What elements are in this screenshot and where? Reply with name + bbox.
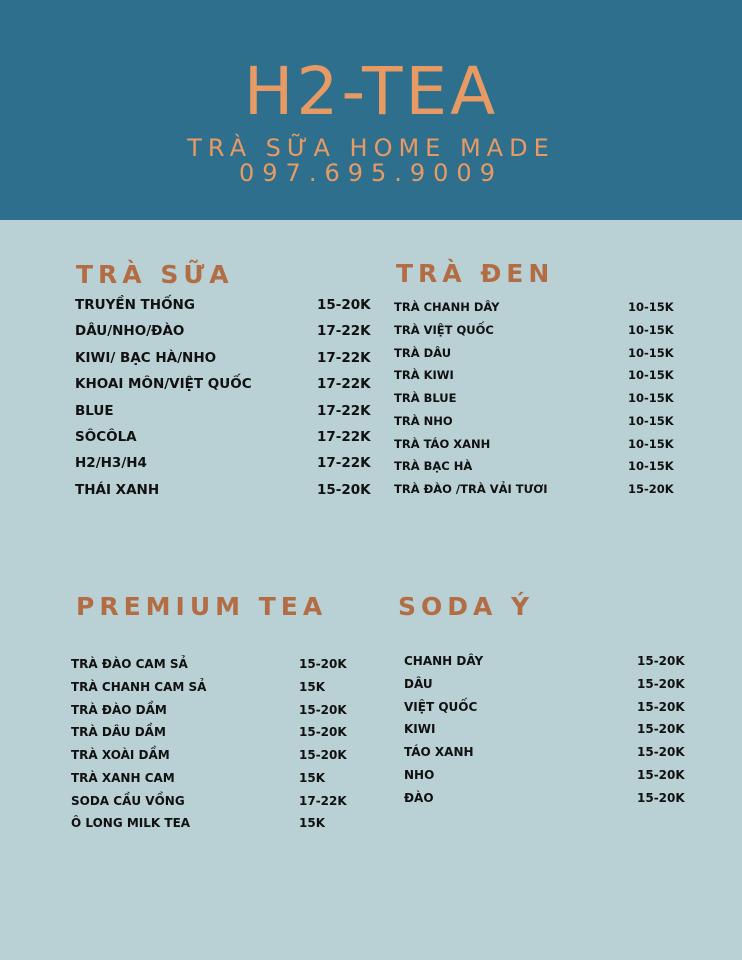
menu-item-price: 17-22K bbox=[317, 428, 371, 445]
menu-item bbox=[404, 700, 694, 723]
menu-item bbox=[394, 414, 684, 437]
menu-item-price: 15-20K bbox=[637, 676, 685, 691]
menu-item-name: SODA CẦU VỒNG bbox=[71, 793, 185, 808]
menu-item bbox=[71, 725, 361, 748]
menu-item bbox=[71, 680, 361, 703]
menu-item-price: 15K bbox=[299, 816, 325, 831]
menu-item-price: 10-15K bbox=[628, 413, 674, 428]
menu-item bbox=[394, 437, 684, 460]
menu-item-name: SÔCÔLA bbox=[75, 428, 137, 445]
menu-item bbox=[75, 376, 375, 402]
section-title-tra-sua: TRÀ SỮA bbox=[76, 260, 234, 289]
menu-item bbox=[404, 745, 694, 768]
menu-item bbox=[394, 391, 684, 414]
menu-item-price: 17-22K bbox=[317, 455, 371, 472]
menu-item-name: TRÀ ĐÀO /TRÀ VẢI TƯƠI bbox=[394, 482, 548, 496]
menu-item-price: 15-20K bbox=[637, 654, 685, 668]
menu-list-soda-y bbox=[404, 654, 694, 813]
menu-item bbox=[75, 323, 375, 349]
menu-item-name: TRÀ VIỆT QUỐC bbox=[394, 322, 494, 337]
menu-item-name: BLUE bbox=[75, 402, 114, 419]
menu-item-price: 10-15K bbox=[628, 345, 674, 360]
menu-item-name: ĐÀO bbox=[404, 790, 434, 805]
menu-item-price: 15-20K bbox=[299, 702, 347, 717]
menu-item bbox=[394, 300, 684, 323]
menu-item-price: 15-20K bbox=[299, 748, 347, 762]
menu-item-name: TRUYỀN THỐNG bbox=[75, 297, 195, 313]
phone-number: 097.695.9009 bbox=[239, 159, 503, 187]
menu-list-tra-den bbox=[394, 300, 684, 505]
menu-item-price: 15-20K bbox=[637, 767, 685, 782]
menu-item bbox=[71, 771, 361, 794]
menu-item-price: 15-20K bbox=[317, 481, 371, 498]
menu-item bbox=[404, 768, 694, 791]
menu-item-name: KIWI bbox=[404, 722, 436, 737]
menu-item bbox=[71, 816, 361, 839]
section-title-premium-tea: PREMIUM TEA bbox=[76, 592, 328, 621]
menu-item bbox=[75, 350, 375, 376]
menu-item bbox=[75, 429, 375, 455]
menu-item-name: Ô LONG MILK TEA bbox=[71, 816, 191, 831]
menu-item-price: 17-22K bbox=[317, 402, 371, 419]
menu-item-price: 10-15K bbox=[628, 436, 674, 451]
menu-item-price: 15-20K bbox=[637, 745, 685, 759]
section-title-soda-y: SODA Ý bbox=[398, 592, 535, 621]
menu-item bbox=[71, 657, 361, 680]
section-title-tra-den: TRÀ ĐEN bbox=[396, 259, 555, 288]
menu-item-price: 10-15K bbox=[628, 322, 674, 337]
header-banner bbox=[0, 0, 742, 220]
menu-item-name: VIỆT QUỐC bbox=[404, 699, 478, 714]
menu-item-name: TÁO XANH bbox=[404, 745, 474, 759]
menu-item-name: THÁI XANH bbox=[75, 481, 160, 498]
brand-logo-text: H2-TEA bbox=[243, 53, 499, 130]
menu-item-name: TRÀ XANH CAM bbox=[71, 770, 175, 785]
menu-item-price: 17-22K bbox=[317, 349, 371, 366]
menu-item-price: 15-20K bbox=[637, 722, 685, 737]
menu-item-name: TRÀ CHANH CAM SẢ bbox=[71, 679, 207, 694]
menu-item-name: KHOAI MÔN/VIỆT QUỐC bbox=[75, 376, 252, 393]
menu-item bbox=[394, 459, 684, 482]
menu-item-price: 15-20K bbox=[637, 699, 685, 714]
menu-item bbox=[404, 791, 694, 814]
menu-item bbox=[71, 703, 361, 726]
menu-item bbox=[394, 368, 684, 391]
menu-item bbox=[394, 323, 684, 346]
menu-item-price: 17-22K bbox=[317, 323, 371, 340]
menu-item-name: TRÀ CHANH DÂY bbox=[394, 300, 500, 314]
menu-item-name: NHO bbox=[404, 767, 435, 782]
menu-item bbox=[404, 722, 694, 745]
menu-item-name: DÂU/NHO/ĐÀO bbox=[75, 323, 185, 340]
menu-item-name: TRÀ BẠC HÀ bbox=[394, 459, 473, 474]
menu-item bbox=[394, 482, 684, 505]
menu-list-tra-sua bbox=[75, 297, 375, 508]
menu-item-price: 10-15K bbox=[628, 368, 674, 383]
menu-item-name: H2/H3/H4 bbox=[75, 455, 147, 472]
menu-item-name: TRÀ XOÀI DẦM bbox=[71, 748, 170, 762]
menu-item-name: TRÀ NHO bbox=[394, 413, 453, 428]
menu-item-name: TRÀ ĐÀO CAM SẢ bbox=[71, 657, 188, 671]
menu-item-price: 17-22K bbox=[299, 793, 347, 808]
menu-item-name: TRÀ ĐÀO DẦM bbox=[71, 702, 167, 717]
menu-item bbox=[404, 654, 694, 677]
menu-item-price: 10-15K bbox=[628, 300, 674, 314]
menu-item-price: 15-20K bbox=[628, 482, 674, 496]
menu-item-price: 10-15K bbox=[628, 459, 674, 474]
menu-item bbox=[404, 677, 694, 700]
menu-item-name: TRÀ DÂU bbox=[394, 345, 452, 360]
menu-item-name: TRÀ TÁO XANH bbox=[394, 436, 491, 451]
menu-item bbox=[75, 297, 375, 323]
menu-item-name: DÂU bbox=[404, 676, 433, 691]
menu-item bbox=[75, 482, 375, 508]
menu-item-price: 15-20K bbox=[317, 297, 371, 313]
menu-item-price: 15-20K bbox=[637, 790, 685, 805]
menu-item-price: 17-22K bbox=[317, 376, 371, 393]
menu-item-name: TRÀ DÂU DẦM bbox=[71, 725, 166, 740]
menu-item-price: 15K bbox=[299, 679, 325, 694]
menu-item bbox=[75, 455, 375, 481]
menu-item-name: TRÀ BLUE bbox=[394, 391, 457, 405]
menu-item-name: TRÀ KIWI bbox=[394, 368, 454, 383]
menu-item bbox=[71, 794, 361, 817]
menu-item bbox=[71, 748, 361, 771]
menu-item-price: 10-15K bbox=[628, 391, 674, 405]
tagline: TRÀ SỮA HOME MADE bbox=[187, 134, 555, 162]
menu-item-name: KIWI/ BẠC HÀ/NHO bbox=[75, 349, 217, 366]
menu-item bbox=[75, 403, 375, 429]
menu-item-price: 15K bbox=[299, 770, 325, 785]
menu-item-price: 15-20K bbox=[299, 725, 347, 740]
menu-item-price: 15-20K bbox=[299, 657, 347, 671]
menu-list-premium-tea bbox=[71, 657, 361, 839]
menu-item bbox=[394, 346, 684, 369]
menu-item-name: CHANH DÂY bbox=[404, 654, 484, 668]
